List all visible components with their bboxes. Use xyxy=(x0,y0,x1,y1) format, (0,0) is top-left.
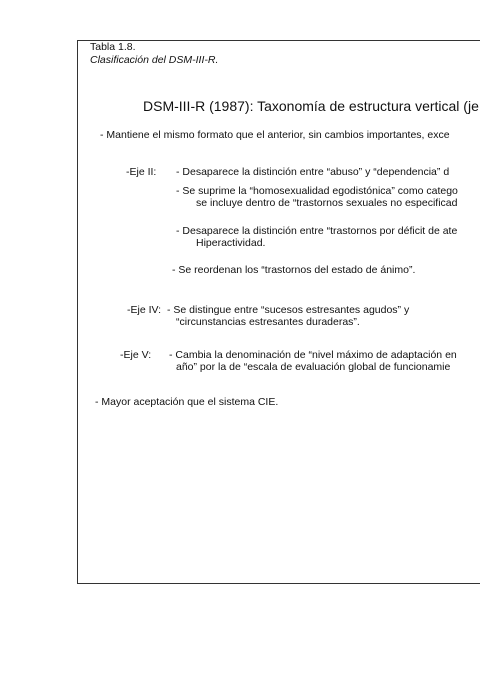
section-heading: DSM-III-R (1987): Taxonomía de estructura vertical (je xyxy=(143,98,479,114)
eje-ii-item-1: - Desaparece la distinción entre “abuso” y “dependencia” d xyxy=(176,166,450,178)
eje-iv-label: -Eje IV: xyxy=(127,304,162,316)
eje-iv-line-2: “circunstancias estresantes duraderas”. xyxy=(176,316,360,328)
eje-ii-item-2-line-1: - Se suprime la “homosexualidad egodistónica” como catego xyxy=(176,185,458,197)
eje-ii-item-3-line-2: Hiperactividad. xyxy=(196,237,266,249)
eje-v-line-1: - Cambia la denominación de “nivel máximo de adaptación en xyxy=(169,349,457,361)
eje-ii-item-2-line-2: se incluye dentro de “trastornos sexuales no especificad xyxy=(196,197,458,209)
eje-ii-item-3-line-1: - Desaparece la distinción entre “trastornos por déficit de ate xyxy=(176,225,458,237)
eje-v-line-2: año” por la de “escala de evaluación global de funcionamie xyxy=(176,361,451,373)
eje-ii-label: -Eje II: xyxy=(126,166,157,178)
eje-v-label: -Eje V: xyxy=(120,349,152,361)
intro-text: - Mantiene el mismo formato que el anterior, sin cambios importantes, exce xyxy=(100,129,450,141)
eje-iv-line-1: - Se distingue entre “sucesos estresantes agudos” y xyxy=(167,304,410,316)
table-subtitle: Clasificación del DSM-III-R. xyxy=(90,54,219,66)
eje-ii-item-4: - Se reordenan los “trastornos del estado de ánimo”. xyxy=(172,264,416,276)
table-number: Tabla 1.8. xyxy=(90,41,136,53)
closing-text: - Mayor aceptación que el sistema CIE. xyxy=(95,396,279,408)
